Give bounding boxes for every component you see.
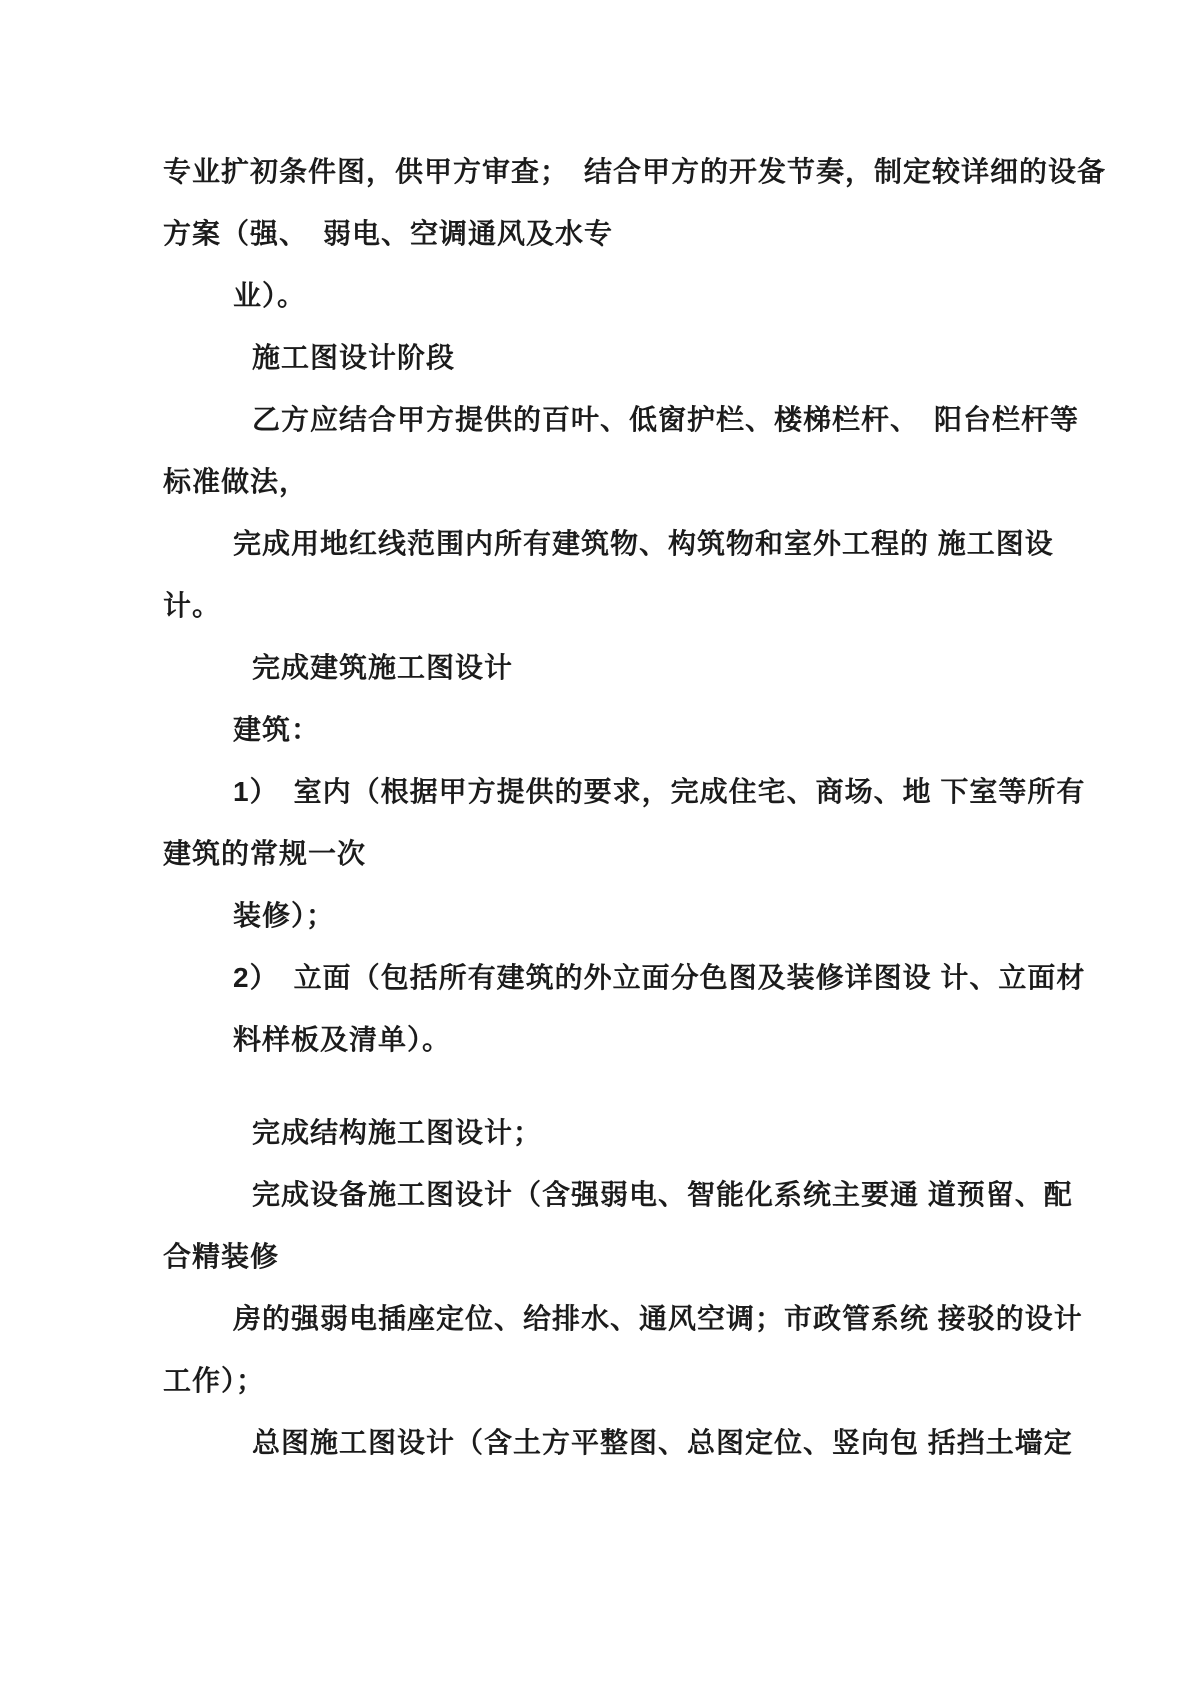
doc-line-21: 总图施工图设计（含土方平整图、总图定位、竖向包 括挡土墙定 bbox=[252, 1427, 1073, 1458]
doc-line-16: 完成结构施工图设计； bbox=[252, 1117, 543, 1148]
doc-line-3: 业）。 bbox=[233, 280, 307, 311]
doc-line-12: 建筑的常规一次 bbox=[163, 838, 367, 869]
doc-line-10: 建筑： bbox=[233, 714, 321, 745]
doc-line-1: 专业扩初条件图，供甲方审查； 结合甲方的开发节奏，制定较详细的设备 bbox=[163, 156, 1107, 187]
doc-line-11: 1） 室内（根据甲方提供的要求，完成住宅、商场、地 下室等所有 bbox=[233, 776, 1086, 807]
doc-line-5: 乙方应结合甲方提供的百叶、低窗护栏、楼梯栏杆、 阳台栏杆等 bbox=[252, 404, 1080, 435]
doc-line-6: 标准做法， bbox=[163, 466, 309, 497]
doc-line-8: 计。 bbox=[163, 590, 222, 621]
doc-line-2: 方案（强、 弱电、空调通风及水专 bbox=[163, 218, 614, 249]
doc-line-14: 2） 立面（包括所有建筑的外立面分色图及装修详图设 计、立面材 bbox=[233, 962, 1086, 993]
doc-line-15: 料样板及清单）。 bbox=[233, 1024, 452, 1055]
doc-line-20: 工作）； bbox=[163, 1365, 266, 1396]
doc-line-19: 房的强弱电插座定位、给排水、通风空调；市政管系统 接驳的设计 bbox=[233, 1303, 1083, 1334]
doc-line-9: 完成建筑施工图设计 bbox=[252, 652, 514, 683]
document-body bbox=[163, 141, 1107, 1474]
doc-line-13: 装修）； bbox=[233, 900, 336, 931]
doc-line-18: 合精装修 bbox=[163, 1241, 280, 1272]
doc-line-4: 施工图设计阶段 bbox=[252, 342, 456, 373]
doc-line-17: 完成设备施工图设计（含强弱电、智能化系统主要通 道预留、配 bbox=[252, 1179, 1073, 1210]
doc-line-7: 完成用地红线范围内所有建筑物、构筑物和室外工程的 施工图设 bbox=[233, 528, 1054, 559]
